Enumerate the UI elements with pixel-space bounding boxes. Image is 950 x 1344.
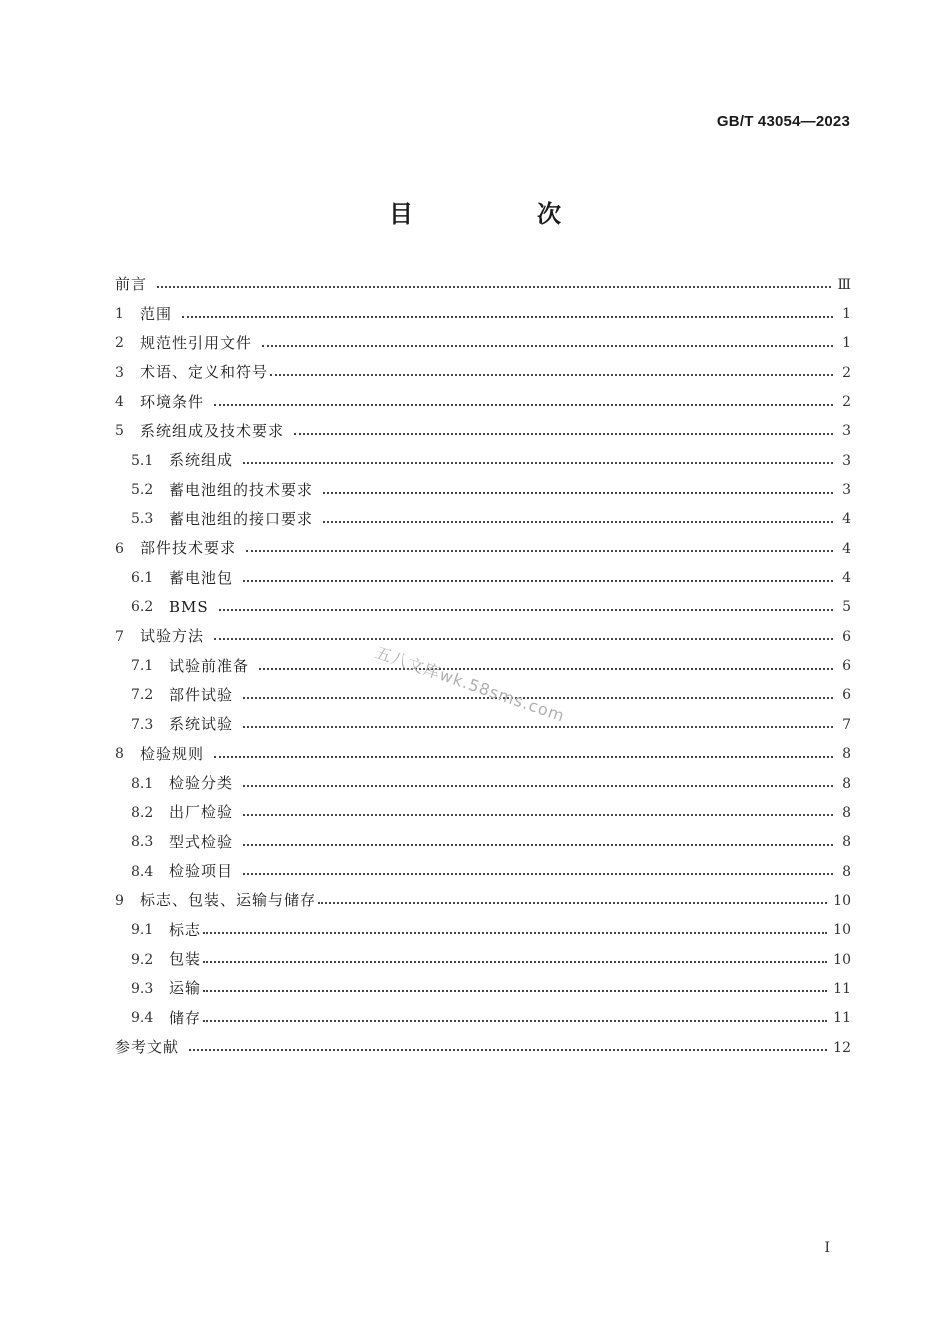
- toc-title: 目 次: [389, 200, 611, 228]
- toc-entry-number: 8.4: [131, 863, 154, 880]
- toc-entry-number: 7.3: [131, 716, 154, 733]
- toc-entry-number: 8.2: [131, 804, 154, 821]
- toc-entry-label: 前言: [115, 275, 148, 294]
- toc-entry-page: 4: [842, 540, 851, 557]
- toc-entry-label: 运输: [169, 979, 202, 998]
- toc-entry[interactable]: [115, 1004, 851, 1033]
- toc-entry-page: 6: [842, 687, 851, 704]
- toc-entry-page: 10: [833, 892, 851, 909]
- toc-entry-page: 10: [833, 922, 851, 939]
- toc-entry-number: 4: [115, 394, 124, 411]
- toc-entry[interactable]: [115, 828, 851, 857]
- toc-entry-number: 3: [115, 364, 124, 381]
- toc-dot-leader: [270, 373, 833, 376]
- toc-entry-label: 试验方法: [140, 627, 205, 646]
- toc-entry-page: 2: [842, 364, 851, 381]
- toc-entry-label: 蓄电池组的技术要求: [169, 480, 314, 499]
- toc-entry-label: 部件技术要求: [140, 539, 237, 558]
- toc-dot-leader: [203, 931, 827, 934]
- toc-entry[interactable]: [115, 446, 851, 475]
- toc-entry[interactable]: [115, 1033, 851, 1062]
- toc-entry-label: 出厂检验: [169, 803, 234, 822]
- toc-entry[interactable]: [115, 974, 851, 1003]
- toc-dot-leader: [214, 637, 833, 640]
- toc-entry-label: 包装: [169, 950, 202, 969]
- toc-entry-number: 8.1: [131, 775, 154, 792]
- toc-entry-page: 7: [842, 716, 851, 733]
- toc-entry-label: 检验规则: [140, 744, 205, 763]
- toc-entry-number: 5.2: [131, 482, 154, 499]
- toc-dot-leader: [323, 491, 833, 494]
- toc-entry-label: 部件试验: [169, 685, 234, 704]
- toc-dot-leader: [323, 520, 833, 523]
- toc-entry-page: 6: [842, 658, 851, 675]
- toc-entry-label: 储存: [169, 1008, 202, 1027]
- toc-entry-number: 7.2: [131, 687, 154, 704]
- toc-entry-number: 2: [115, 335, 124, 352]
- toc-entry-number: 8: [115, 746, 124, 763]
- toc-entry-number: 7.1: [131, 658, 154, 675]
- toc-entry-page: 3: [842, 452, 851, 469]
- toc-dot-leader: [203, 960, 827, 963]
- toc-dot-leader: [214, 403, 833, 406]
- toc-entry[interactable]: [115, 710, 851, 739]
- toc-entry-page: 1: [842, 306, 851, 323]
- toc-entry-page: 10: [833, 951, 851, 968]
- toc-dot-leader: [243, 579, 833, 582]
- toc-entry[interactable]: [115, 270, 851, 299]
- toc-dot-leader: [189, 1048, 827, 1051]
- toc-entry-page: 8: [842, 834, 851, 851]
- toc-entry-label: 标志、包装、运输与储存: [140, 891, 317, 910]
- toc-entry[interactable]: [115, 769, 851, 798]
- toc-entry-page: 8: [842, 746, 851, 763]
- toc-entry[interactable]: [115, 329, 851, 358]
- toc-entry-page: 2: [842, 394, 851, 411]
- toc-entry-number: 7: [115, 628, 124, 645]
- toc-dot-leader: [203, 1019, 827, 1022]
- toc-entry[interactable]: [115, 798, 851, 827]
- toc-dot-leader: [243, 843, 833, 846]
- toc-entry-page: 8: [842, 775, 851, 792]
- toc-entry-number: 6: [115, 540, 124, 557]
- toc-entry-page: Ⅲ: [837, 276, 851, 293]
- toc-dot-leader: [243, 461, 833, 464]
- toc-entry-page: 3: [842, 482, 851, 499]
- watermark-text: 五八文库wk.58sms.com: [372, 642, 568, 726]
- toc-entry-number: 1: [115, 306, 124, 323]
- toc-entry[interactable]: [115, 593, 851, 622]
- toc-entry-page: 8: [842, 804, 851, 821]
- toc-entry-label: 系统组成及技术要求: [140, 421, 285, 440]
- toc-entry-number: 5: [115, 423, 124, 440]
- toc-entry-number: 9: [115, 892, 124, 909]
- toc-entry[interactable]: [115, 886, 851, 915]
- toc-dot-leader: [318, 901, 827, 904]
- toc-dot-leader: [182, 315, 833, 318]
- toc-entry[interactable]: [115, 916, 851, 945]
- toc-entry-number: 9.4: [131, 1010, 154, 1027]
- toc-entry-page: 5: [842, 599, 851, 616]
- toc-dot-leader: [246, 549, 833, 552]
- toc-entry[interactable]: [115, 417, 851, 446]
- toc-dot-leader: [243, 813, 833, 816]
- toc-entry[interactable]: [115, 387, 851, 416]
- toc-dot-leader: [259, 667, 833, 670]
- toc-entry-label: 范围: [140, 304, 173, 323]
- toc-entry[interactable]: [115, 505, 851, 534]
- toc-entry-label: 蓄电池包: [169, 568, 234, 587]
- page-folio: I: [824, 1240, 830, 1256]
- toc-entry[interactable]: [115, 622, 851, 651]
- toc-entry-page: 11: [833, 1010, 851, 1027]
- toc-entry-number: 6.2: [131, 599, 154, 616]
- toc-entry[interactable]: [115, 358, 851, 387]
- standard-code: GB/T 43054—2023: [716, 113, 850, 130]
- toc-dot-leader: [157, 285, 831, 288]
- toc-entry-number: 5.1: [131, 452, 154, 469]
- toc-entry-label: 系统组成: [169, 451, 234, 470]
- toc-dot-leader: [243, 872, 833, 875]
- toc-entry-label: 标志: [169, 920, 202, 939]
- toc-entry[interactable]: [115, 475, 851, 504]
- toc-entry-label: 蓄电池组的接口要求: [169, 509, 314, 528]
- toc-entry-number: 9.1: [131, 922, 154, 939]
- toc-entry-label: 型式检验: [169, 832, 234, 851]
- toc-entry-number: 5.3: [131, 511, 154, 528]
- toc-entry-label: BMS: [169, 597, 209, 616]
- toc-entry-label: 术语、定义和符号: [140, 363, 269, 382]
- toc-entry-page: 8: [842, 863, 851, 880]
- toc-dot-leader: [294, 432, 833, 435]
- toc-dot-leader: [214, 755, 833, 758]
- toc-entry-page: 3: [842, 423, 851, 440]
- toc-entry-page: 6: [842, 628, 851, 645]
- toc-dot-leader: [219, 608, 833, 611]
- toc-entry-number: 6.1: [131, 570, 154, 587]
- toc-entry[interactable]: [115, 563, 851, 592]
- toc-entry[interactable]: [115, 740, 851, 769]
- toc-entry-label: 检验项目: [169, 862, 234, 881]
- toc-entry-number: 8.3: [131, 834, 154, 851]
- toc-entry[interactable]: [115, 945, 851, 974]
- toc-dot-leader: [262, 344, 833, 347]
- toc-dot-leader: [243, 784, 833, 787]
- toc-entry-label: 环境条件: [140, 392, 205, 411]
- toc-dot-leader: [203, 989, 827, 992]
- toc-entry-label: 系统试验: [169, 715, 234, 734]
- toc-entry-number: 9.3: [131, 980, 154, 997]
- toc-entry-page: 12: [833, 1039, 851, 1056]
- table-of-contents: [115, 270, 851, 1062]
- toc-entry-page: 11: [833, 980, 851, 997]
- toc-entry-label: 试验前准备: [169, 656, 250, 675]
- toc-entry-page: 1: [842, 335, 851, 352]
- toc-entry[interactable]: [115, 857, 851, 886]
- toc-entry[interactable]: [115, 534, 851, 563]
- toc-entry-number: 9.2: [131, 951, 154, 968]
- toc-entry-label: 规范性引用文件: [140, 333, 253, 352]
- toc-entry[interactable]: [115, 299, 851, 328]
- toc-entry-page: 4: [842, 570, 851, 587]
- toc-dot-leader: [243, 725, 833, 728]
- toc-entry-label: 参考文献: [115, 1038, 180, 1057]
- toc-entry-page: 4: [842, 511, 851, 528]
- toc-entry-label: 检验分类: [169, 774, 234, 793]
